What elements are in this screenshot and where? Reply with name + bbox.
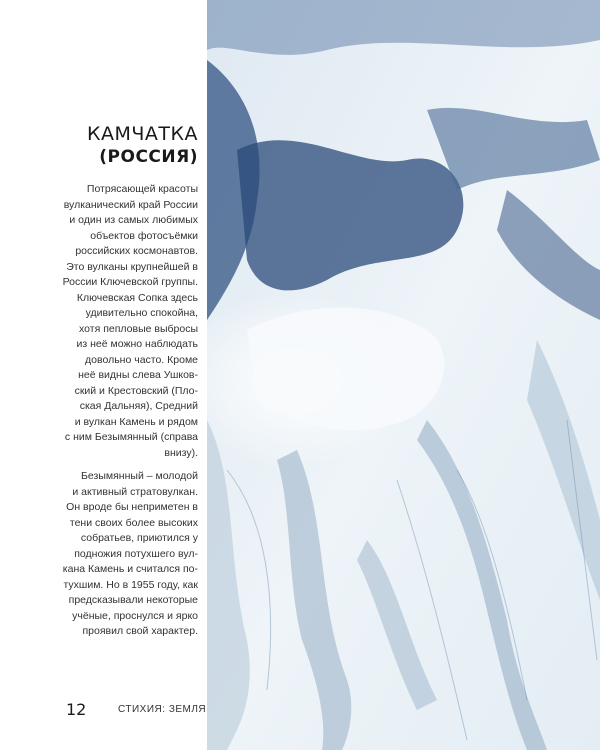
article-title: КАМЧАТКА (87, 123, 198, 145)
page-number: 12 (66, 700, 87, 719)
text-line: Потрясающей красоты (86, 183, 198, 195)
text-line: и активный стратовулкан. (72, 485, 198, 498)
text-line: Безымянный – молодой (81, 470, 198, 482)
paragraph-2 (40, 469, 198, 640)
text-line: и вулкан Камень и рядом (74, 415, 198, 428)
text-line: внизу). (164, 446, 198, 459)
text-line: с ним Безымянный (справа (64, 431, 198, 443)
text-line: объектов фотосъёмки (90, 229, 198, 242)
volcano-photo (207, 0, 600, 750)
text-line: проявил свой характер. (82, 625, 198, 637)
text-line: тени своих более высоких (69, 516, 198, 529)
paragraph-1 (40, 182, 198, 461)
text-line: России Ключевской группы. (62, 276, 198, 288)
text-line: ская Дальняя), Средний (79, 400, 198, 412)
text-line: Это вулканы крупнейшей в (66, 260, 198, 273)
text-line: довольно часто. Кроме (85, 353, 198, 366)
text-line: удивительно спокойна, (85, 307, 198, 319)
text-line: хотя пепловые выбросы (79, 322, 198, 335)
text-line: предсказывали некоторые (68, 594, 198, 606)
text-column (40, 122, 198, 648)
volcano-photo-art (207, 0, 600, 750)
text-line: российских космонавтов. (75, 245, 198, 257)
text-line: вулканический край России (63, 198, 198, 211)
text-line: Ключевская Сопка здесь (76, 291, 198, 304)
text-line: ский и Крестовский (Пло- (74, 384, 198, 397)
text-line: тухшим. Но в 1955 году, как (63, 578, 198, 591)
text-line: собратьев, приютился у (80, 532, 198, 544)
text-line: кана Камень и считался по- (62, 563, 198, 575)
text-line: и один из самых любимых (69, 214, 198, 226)
text-line: неё видны слева Ушков- (78, 369, 198, 381)
text-line: учёные, проснулся и ярко (72, 609, 198, 622)
text-line: Он вроде бы неприметен в (66, 501, 198, 513)
article-subtitle: (РОССИЯ) (99, 147, 198, 167)
section-label: СТИХИЯ: ЗЕМЛЯ (118, 704, 207, 715)
text-line: из неё можно наблюдать (76, 338, 198, 350)
text-line: подножия потухшего вул- (74, 547, 198, 560)
